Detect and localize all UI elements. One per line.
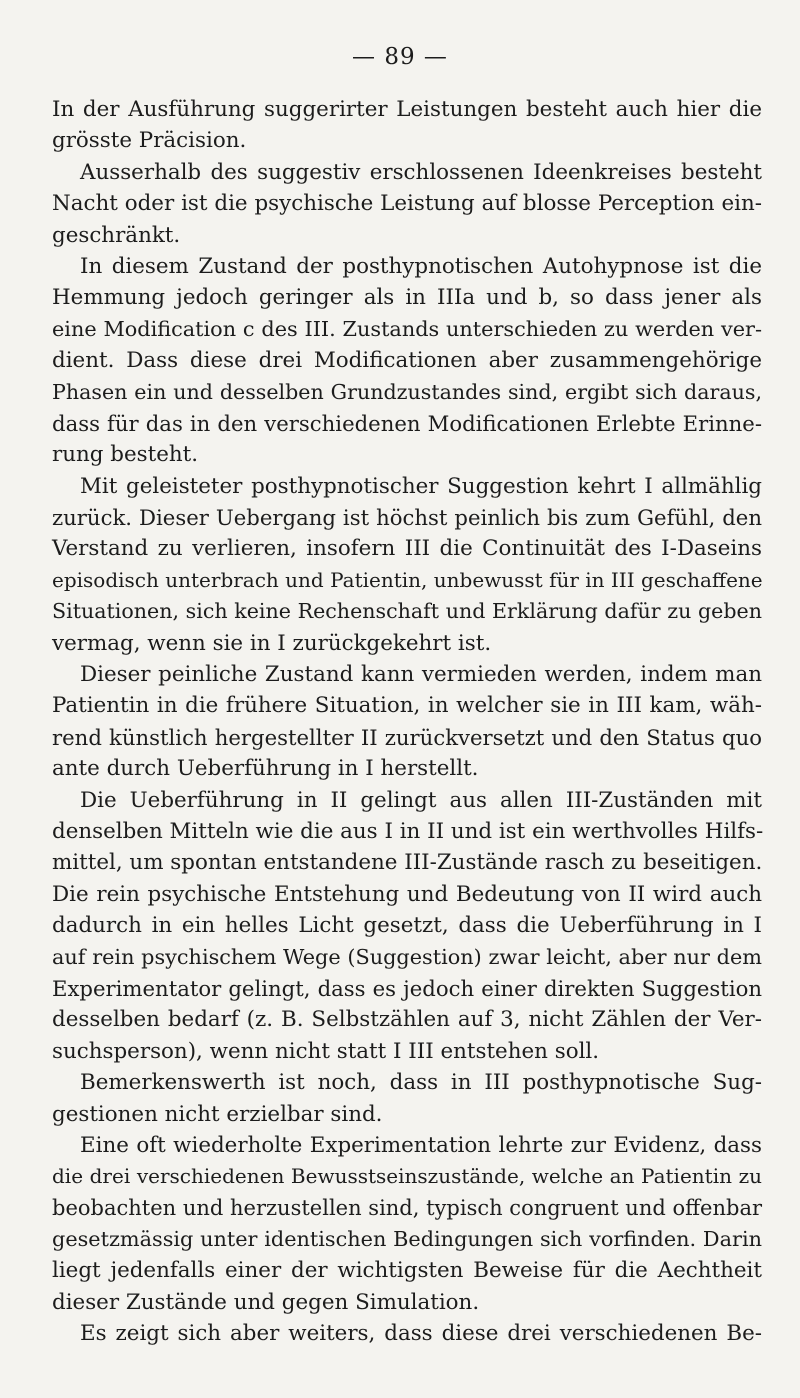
- text-line: rung besteht.: [52, 442, 199, 468]
- text-line: In diesem Zustand der posthypnotischen Autohypnose ist die: [80, 253, 762, 279]
- text-line: Dieser peinliche Zustand kann vermieden werden, indem man: [80, 662, 762, 688]
- page-number: — 89 —: [352, 44, 448, 70]
- text-line: mittel, um spontan entstandene III-Zustände rasch zu beseitigen.: [52, 850, 763, 876]
- text-line: dient. Dass diese drei Modificationen aber zusammengehörige: [52, 348, 762, 374]
- text-line: zurück. Dieser Uebergang ist höchst peinlich bis zum Gefühl, den: [52, 505, 762, 531]
- text-line: liegt jedenfalls einer der wichtigsten Beweise für die Aechtheit: [52, 1258, 762, 1284]
- text-line: beobachten und herzustellen sind, typisch congruent und offenbar: [52, 1195, 762, 1220]
- text-line: gestionen nicht erzielbar sind.: [52, 1101, 383, 1127]
- text-line: auf rein psychischem Wege (Suggestion) zwar leicht, aber nur dem: [52, 944, 762, 969]
- text-line: Verstand zu verlieren, insofern III die Continuität des I-Daseins: [52, 536, 762, 562]
- text-line: desselben bedarf (z. B. Selbstzählen auf 3, nicht Zählen der Ver-: [52, 1007, 762, 1033]
- text-line: gesetzmässig unter identischen Bedingungen sich vorfinden. Darin: [52, 1227, 762, 1252]
- text-line: Mit geleisteter posthypnotischer Suggestion kehrt I allmählig: [80, 473, 762, 499]
- text-line: die drei verschiedenen Bewusstseinszustände, welche an Patientin zu: [52, 1164, 762, 1189]
- text-line: suchsperson), wenn nicht statt I III entstehen soll.: [52, 1038, 600, 1064]
- text-line: Phasen ein und desselben Grundzustandes sind, ergibt sich daraus,: [52, 379, 762, 404]
- text-line: Hemmung jedoch geringer als in IIIa und b, so dass jener als: [52, 285, 762, 311]
- body-text: [52, 94, 762, 1350]
- text-line: Patientin in die frühere Situation, in welcher sie in III kam, wäh-: [52, 693, 762, 719]
- text-line: episodisch unterbrach und Patientin, unbewusst für in III geschaffene: [52, 567, 763, 592]
- text-line: ante durch Ueberführung in I herstellt.: [52, 756, 479, 782]
- text-line: Situationen, sich keine Rechenschaft und Erklärung dafür zu geben: [52, 599, 762, 624]
- text-line: vermag, wenn sie in I zurückgekehrt ist.: [52, 630, 492, 656]
- text-line: dass für das in den verschiedenen Modificationen Erlebte Erinne-: [52, 410, 762, 436]
- text-line: dadurch in ein helles Licht gesetzt, dass die Ueberführung in I: [52, 913, 762, 939]
- text-line: denselben Mitteln wie die aus I in II und ist ein werthvolles Hilfs-: [52, 818, 764, 844]
- text-line: grösste Präcision.: [52, 128, 247, 154]
- text-line: Die Ueberführung in II gelingt aus allen III-Zuständen mit: [80, 787, 762, 813]
- text-line: Es zeigt sich aber weiters, dass diese drei verschiedenen Be-: [80, 1321, 762, 1347]
- text-line: Experimentator gelingt, dass es jedoch einer direkten Suggestion: [52, 975, 762, 1001]
- text-line: Bemerkenswerth ist noch, dass in III posthypnotische Sug-: [80, 1070, 762, 1096]
- text-line: geschränkt.: [52, 222, 181, 248]
- text-line: Eine oft wiederholte Experimentation lehrte zur Evidenz, dass: [80, 1132, 762, 1158]
- text-line: Die rein psychische Entstehung und Bedeutung von II wird auch: [52, 881, 762, 907]
- text-line: Ausserhalb des suggestiv erschlossenen Ideenkreises besteht: [80, 159, 762, 185]
- text-line: In der Ausführung suggerirter Leistungen besteht auch hier die: [52, 97, 762, 122]
- text-line: eine Modification c des III. Zustands unterschieden zu werden ver-: [52, 316, 762, 341]
- text-line: Nacht oder ist die psychische Leistung auf blosse Perception ein-: [52, 191, 762, 217]
- text-line: rend künstlich hergestellter II zurückversetzt und den Status quo: [52, 724, 762, 750]
- text-line: dieser Zustände und gegen Simulation.: [52, 1289, 480, 1315]
